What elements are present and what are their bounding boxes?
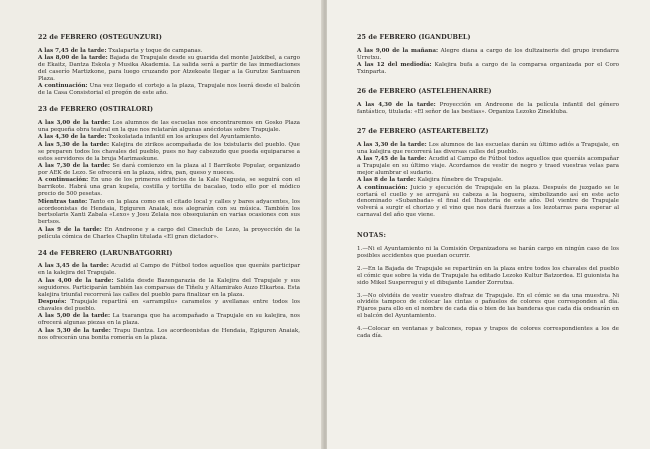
entry-time: A las 4,30 de la tarde: bbox=[38, 134, 107, 141]
schedule-entry bbox=[38, 83, 300, 97]
schedule-entry bbox=[357, 185, 619, 220]
schedule-entry bbox=[38, 199, 300, 227]
entry-time: A las 8 de la tarde: bbox=[357, 177, 416, 184]
schedule-entry bbox=[357, 102, 619, 116]
entry-time: A las 3,45 de la tarde: bbox=[38, 263, 109, 270]
left-page bbox=[0, 0, 323, 449]
entry-time: A las 9,00 de la mañana: bbox=[357, 47, 439, 54]
day-heading: 26 de FEBRERO (ASTELEHENARRE) bbox=[357, 87, 492, 96]
schedule-entry bbox=[357, 156, 619, 177]
entry-text: Juicio y ejecución de Trapujale en la plaza. Después de juzgado se le cortará el cuello y se arrojará su cabeza a la hoguera, simbolizando así en este acto denominado «Subanbada» el final del Ihauteria de este año. Del vientre de Trapujale volverá a surgir el chorizo y el vino que nos dará fuerzas a los lezotarras para esperar al carnaval del año que viene. bbox=[357, 184, 620, 219]
schedule-entry bbox=[357, 48, 619, 62]
entry-time: A las 5,30 de la tarde: bbox=[38, 327, 111, 334]
schedule-entry bbox=[38, 142, 300, 163]
entry-text: Trapu Dantza. Los acordeonistas de Hendaia, Egiguren Anaiak, nos ofrecerán una bonita romería en la plaza. bbox=[38, 327, 300, 341]
entry-text: Kalejira de zirikos acompañada de los txistularis del pueblo. Que se preparen todos los chavales del pueblo, pues no hay cabezudo que pueda equipararse a estos servidores de la bruja Marimaskune. bbox=[38, 141, 300, 162]
entry-time: A continuación: bbox=[357, 184, 408, 191]
entry-text: Acudid al Campo de Fútbol todos aquellos que queráis acompañar a Trapujale en su último viaje. Acordamos de vestir de negro y traed vuestras velas para mejor alumbrar el sudario. bbox=[357, 155, 620, 176]
entry-text: Kalejira bufa a cargo de la comparsa organizada por el Coro Txinparta. bbox=[357, 62, 619, 76]
entry-time: A las 4,30 de la tarde: bbox=[357, 101, 436, 108]
day-heading: 22 de FEBRERO (OSTEGUNZURI) bbox=[38, 33, 162, 41]
entry-text: Salida desde Bazengarazia de la Kalejira del Trapujale y sus seguidores. Participarán también las comparsas de Tiñelu y Altamirako Auzo Elkartea. Esta kalejira triunfal recorrerá las calles del pueblo para finalizar en la plaza. bbox=[38, 277, 300, 298]
entry-text: En uno de los primeros edificios de la Kale Nagusia, se seguirá con el barrikote. Habrá una gran kupela, costilla y tortilla de bacalao, todo ello por el módico precio de 500 pesetas. bbox=[38, 177, 301, 198]
entry-time: A las 8,00 de la tarde: bbox=[38, 55, 108, 62]
entry-time: A las 5,30 de la tarde: bbox=[38, 141, 110, 148]
schedule-entry bbox=[38, 263, 300, 277]
entry-time: A las 9 de la tarde: bbox=[38, 226, 102, 233]
entry-text: Tanto en la plaza como en el citado local y calles y bares adyacentes, los acordeonistas de Hendaia, Egiguren Anaiak, nos alegrarán con su música. También los bertsolaris Xanti Zabala «Lexo» y Josu Zelaia nos obsequiarán en varias ocasiones con sus bertsos. bbox=[38, 198, 300, 226]
entry-text: Kalejira fúnebre de Trapujale. bbox=[417, 177, 503, 184]
entry-time: A las 12 del mediodía: bbox=[357, 62, 432, 69]
entry-text: Proyección en Andreone de la película infantil del género fantástico, titulada: «El señor de las bestias». Organiza Lezoko Zinekluba. bbox=[357, 101, 619, 115]
entry-text: Los alumnos de las escuelas nos encontraremos en Gosko Plaza una pequeña obra teatral en la que nos relatarán algunas anécdotas sobre Trapujale. bbox=[38, 120, 301, 134]
entry-text: Txokolatada infantil en los arkupes del Ayuntamiento. bbox=[108, 134, 262, 141]
schedule-entry bbox=[38, 278, 300, 299]
schedule-entry bbox=[38, 227, 300, 241]
schedule-entry bbox=[38, 134, 300, 141]
day-section bbox=[357, 88, 619, 116]
entry-time: Después: bbox=[38, 299, 67, 305]
entry-text: Se dará comienzo en la plaza al I Barrikote Popular, organizado por AEK de Lezo. Se ofrecerá en la plaza, sidra, pan, queso y nueces. bbox=[38, 163, 301, 176]
day-section bbox=[38, 250, 300, 342]
schedule-entry bbox=[357, 142, 619, 156]
entry-text: Una vez llegado el cortejo a la plaza, Trapujale nos leerá desde el balcón de la Casa Consistorial el pregón de este año. bbox=[38, 83, 300, 97]
day-section bbox=[38, 106, 300, 240]
day-heading: 27 de FEBRERO (ASTEARTEBELTZ) bbox=[357, 126, 489, 135]
entry-text: Acudid al Campo de Fútbol todos aquellos que queráis participar en la kalejira del Trapujale. bbox=[38, 263, 300, 277]
day-section bbox=[357, 34, 619, 76]
entry-text: Txalaparta y toque de campanas. bbox=[108, 47, 203, 54]
schedule-entry bbox=[38, 313, 300, 327]
entry-time: A las 3,30 de la tarde: bbox=[357, 141, 427, 148]
day-section bbox=[357, 128, 619, 219]
entry-text: Bajada de Trapujale desde su guarida del monte Jaizkibel, a cargo de Ekaitz, Dantza Eskola y Musika Akademia. La salida será a partir de las inmediaciones del caserío Martizkone, para luego cruzando por Atzekoate llegar a la Gurutze Santuaren Plaza. bbox=[38, 55, 301, 83]
right-page bbox=[327, 0, 650, 449]
schedule-entry bbox=[38, 48, 300, 55]
entry-time: A continuación: bbox=[38, 177, 89, 184]
entry-time: A las 7,45 de la tarde: bbox=[357, 155, 427, 162]
entry-text: En Andreone y a cargo del Cineclub de Lezo, la proyección de la película cómica de Charles Chaplin titulada «El gran dictador». bbox=[38, 226, 300, 240]
entry-time: A las 3,00 de la tarde: bbox=[38, 120, 111, 127]
schedule-entry bbox=[38, 177, 300, 198]
day-heading: 24 de FEBRERO (LARUNBATGORRI) bbox=[38, 248, 173, 257]
day-heading: 25 de FEBRERO (IGANDUBEL) bbox=[357, 33, 471, 41]
entry-time: A las 7,45 de la tarde: bbox=[38, 47, 107, 54]
entry-text: Los alumnos de las escuelas darán su último adiós a Trapujale, en una kalejira que recorrerá las diversas calles del pueblo. bbox=[357, 141, 620, 155]
right-sections bbox=[357, 34, 619, 219]
schedule-entry bbox=[38, 328, 300, 342]
entry-text: Alegre diana a cargo de los dultzaineris del grupo irendarra Urretxu. bbox=[357, 47, 619, 61]
notes-heading: NOTAS: bbox=[357, 232, 387, 240]
schedule-entry bbox=[38, 120, 300, 134]
entry-text: La txaranga que ha acompañado a Trapujale en su kalejira, nos ofrecerá algunas piezas en la plaza. bbox=[38, 313, 300, 327]
day-heading: 23 de FEBRERO (OSTIRALORI) bbox=[38, 105, 154, 114]
note-item: 3.—No olvidéis de vestir vuestro disfraz de Trapujale. En el cómic se da una muestra. Ni olvidéis tampoco de colocar las cintas o pañuelos de colores que corresponden al día. Fijaros para ello en el nombre de cada día o bien de las banderas que cada día ondearán en el balcón del Ayuntamiento. bbox=[357, 292, 619, 320]
entry-time: Mientras tanto: bbox=[38, 198, 88, 205]
note-item: 2.—En la Bajada de Trapujale se repartirán en la plaza entre todos los chavales del pueblo el cómic que sobre la vida de Trapujale ha editado Lezoko Kultur Batzordea. El guionista ha sido Mikel Susperregui y el dibujante Lander Zorrutxa. bbox=[357, 265, 619, 286]
note-item: 1.—Ni el Ayuntamiento ni la Comisión Organizadora se harán cargo en ningún caso de los posibles accidentes que puedan ocurrir. bbox=[357, 246, 619, 259]
entry-time: A las 4,00 de la tarde: bbox=[38, 277, 114, 284]
entry-text: Trapujale repartirá en «arrampilu» caramelos y avellanas entre todos los chavales del pueblo. bbox=[38, 299, 300, 312]
schedule-entry bbox=[38, 55, 300, 83]
schedule-entry bbox=[357, 62, 619, 76]
left-column bbox=[38, 34, 300, 350]
note-item: 4.—Colocar en ventanas y balcones, ropas y trapos de colores correspondientes a los de cada día. bbox=[357, 326, 619, 340]
entry-time: A continuación: bbox=[38, 83, 88, 90]
day-section bbox=[38, 34, 300, 97]
schedule-entry bbox=[38, 163, 300, 177]
notes-list bbox=[357, 246, 619, 340]
entry-time: A las 7,30 de la tarde: bbox=[38, 163, 110, 170]
schedule-entry bbox=[38, 299, 300, 313]
schedule-entry bbox=[357, 177, 619, 184]
right-column bbox=[357, 34, 619, 346]
entry-time: A las 5,00 de la tarde: bbox=[38, 313, 111, 320]
